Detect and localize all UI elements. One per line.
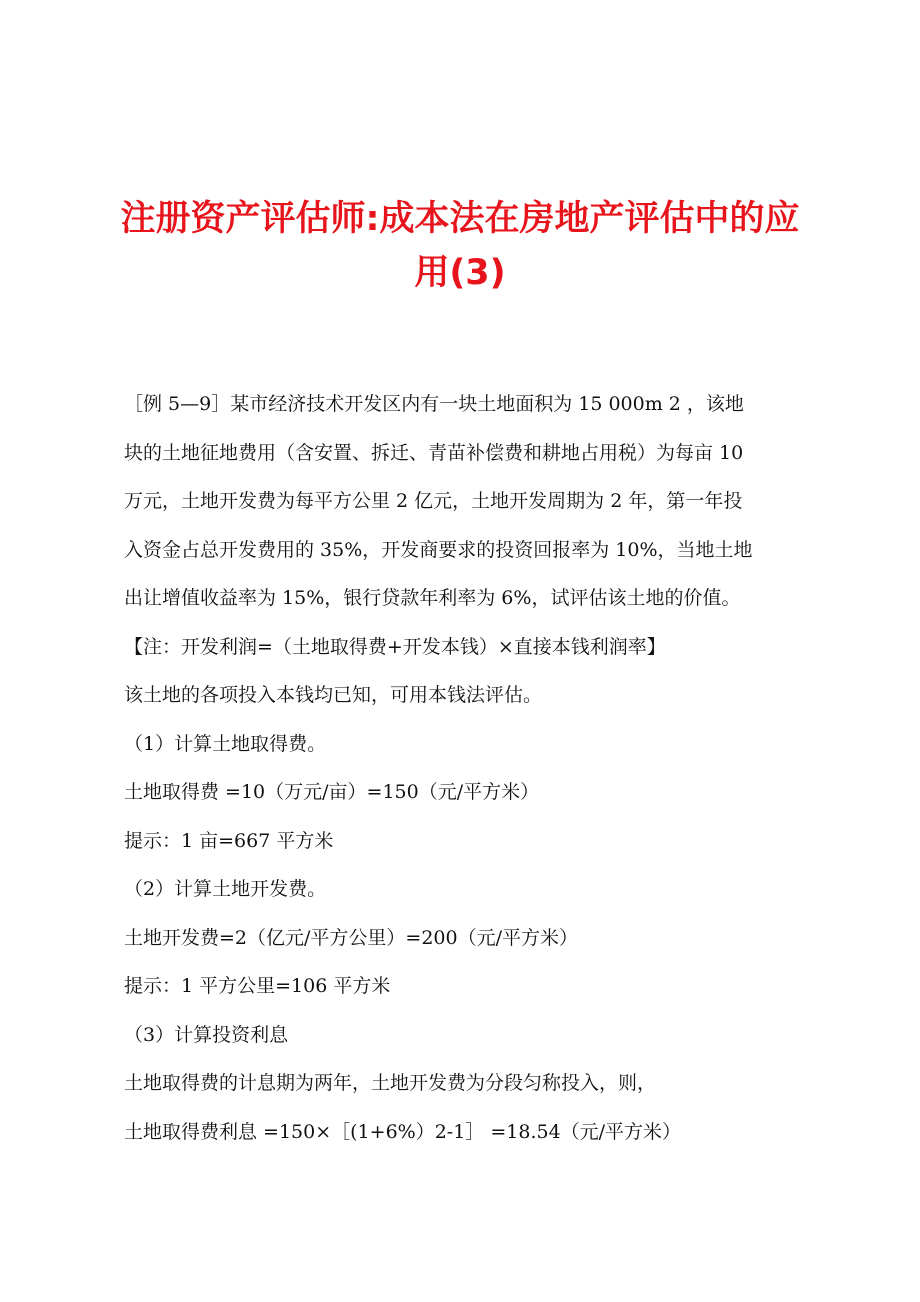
note-line: 【注：开发利润=（土地取得费+开发本钱）×直接本钱利润率】 <box>124 635 666 658</box>
step-1-formula: 土地取得费 =10（万元/亩）=150（元/平方米） <box>124 781 540 803</box>
step-1-hint: 提示：1 亩=667 平方米 <box>124 829 334 852</box>
example-line-4: 入资金占总开发费用的 35%，开发商要求的投资回报率为 10%，当地土地 <box>124 538 753 561</box>
title-line-1: 注册资产评估师:成本法在房地产评估中的应 <box>120 199 800 239</box>
step-2-formula: 土地开发费=2（亿元/平方公里）=200（元/平方米） <box>124 926 578 949</box>
step-1-heading: （1）计算土地取得费。 <box>124 732 327 755</box>
step-3-heading: （3）计算投资利息 <box>124 1023 289 1046</box>
step-3-description: 土地取得费的计息期为两年，土地开发费为分段匀称投入，则， <box>124 1072 657 1094</box>
example-line-5: 出让增值收益率为 15%，银行贷款年利率为 6%，试评估该土地的价值。 <box>124 587 741 609</box>
step-3-formula: 土地取得费利息 =150×［(1+6%）2-1］ =18.54（元/平方米） <box>124 1120 682 1143</box>
example-line-1: ［例 5—9］某市经济技术开发区内有一块土地面积为 15 000m 2 ，该地 <box>124 393 744 415</box>
document-body <box>124 380 814 1156</box>
title-line-2: 用(3) <box>414 253 506 293</box>
example-line-3: 万元，土地开发费为每平方公里 2 亿元，土地开发周期为 2 年，第一年投 <box>124 490 743 512</box>
step-2-hint: 提示：1 平方公里=106 平方米 <box>124 975 391 997</box>
example-line-2: 块的土地征地费用（含安置、拆迁、青苗补偿费和耕地占用税）为每亩 10 <box>124 441 744 464</box>
example-paragraph <box>124 380 814 623</box>
document-title <box>110 192 810 300</box>
step-2-heading: （2）计算土地开发费。 <box>124 878 327 900</box>
method-line: 该土地的各项投入本钱均已知，可用本钱法评估。 <box>124 684 543 706</box>
